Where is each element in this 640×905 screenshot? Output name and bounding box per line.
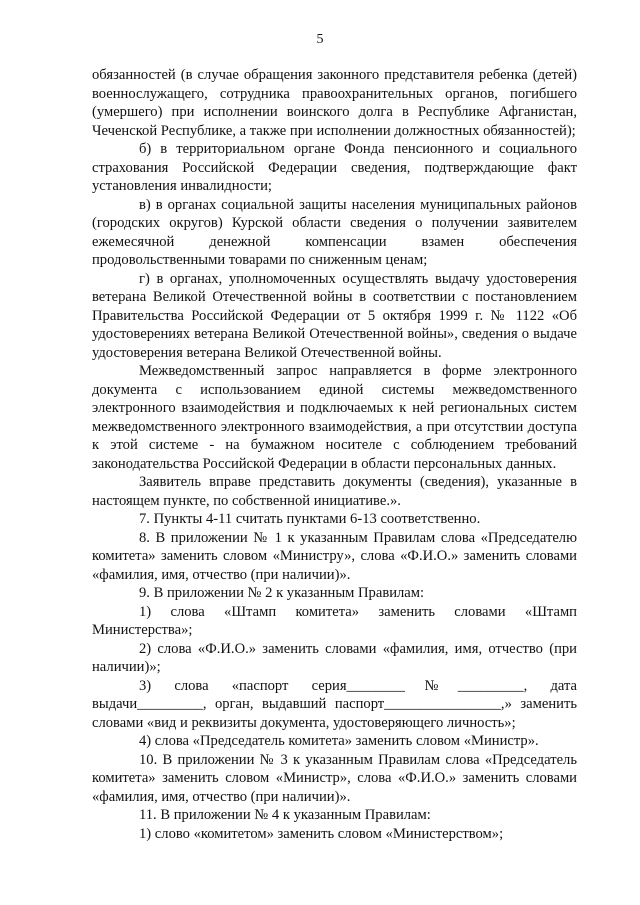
paragraph: г) в органах, уполномоченных осуществлять выдачу удостоверения ветерана Великой Отечественной войны в соответствии с постановлением Правительства Российской Федерации от 5 октября 1999 г. № 1122 «Об удостоверениях ветерана Великой Отечественной войны», сведения о выдаче удостоверения ветерана Великой Отечественной войны. [92,270,577,361]
paragraph: Межведомственный запрос направляется в форме электронного документа с использованием единой системы межведомственного электронного взаимодействия и подключаемых к ней региональных систем межведомственного электронного взаимодействия, а при отсутствии доступа к этой системе - на бумажном носителе с соблюдением требований законодательства Российской Федерации в области персональных данных. [92,363,577,472]
paragraph: в) в органах социальной защиты населения муниципальных районов (городских округов) Курской области сведения о получении заявителем ежемесячной денежной компенсации взамен обеспечения продовольственными товарами по сниженным ценам; [92,196,577,268]
paragraph: 4) слова «Председатель комитета» заменить словом «Министр». [139,733,539,749]
paragraph: 9. В приложении № 2 к указанным Правилам: [139,585,425,601]
paragraph: 11. В приложении № 4 к указанным Правилам: [139,807,431,823]
paragraph: обязанностей (в случае обращения законного представителя ребенка (детей) военнослужащего, сотрудника правоохранительных органов, погибшего (умершего) при исполнении воинского долга в Республике Афганистан, Чеченской Республике, а также при исполнении должностных обязанностей); [92,67,577,139]
paragraph: 8. В приложении № 1 к указанным Правилам слова «Председателю комитета» заменить словом «Министру», слова «Ф.И.О.» заменить словами «фамилия, имя, отчество (при наличии)». [92,529,577,583]
paragraph: 10. В приложении № 3 к указанным Правилам слова «Председатель комитета» заменить словом «Министр», слова «Ф.И.О.» заменить словами «фамилия, имя, отчество (при наличии)». [92,751,577,805]
paragraph: 3) слова «паспорт серия________№_________, дата выдачи_________, орган, выдавший паспорт________________,» заменить словами «вид и реквизиты документа, удостоверяющего личность»; [92,677,577,731]
document-body [92,66,577,843]
paragraph: б) в территориальном органе Фонда пенсионного и социального страхования Российской Федерации сведения, подтверждающие факт установления инвалидности; [92,141,577,194]
paragraph: 2) слова «Ф.И.О.» заменить словами «фамилия, имя, отчество (при наличии)»; [92,640,577,675]
page-number: 5 [316,32,324,47]
paragraph: 1) слова «Штамп комитета» заменить словами «Штамп Министерства»; [92,603,577,638]
paragraph: 1) слово «комитетом» заменить словом «Министерством»; [139,825,504,842]
paragraph: 7. Пункты 4-11 считать пунктами 6-13 соответственно. [139,511,481,527]
paragraph: Заявитель вправе представить документы (сведения), указанные в настоящем пункте, по собственной инициативе.». [92,474,577,509]
